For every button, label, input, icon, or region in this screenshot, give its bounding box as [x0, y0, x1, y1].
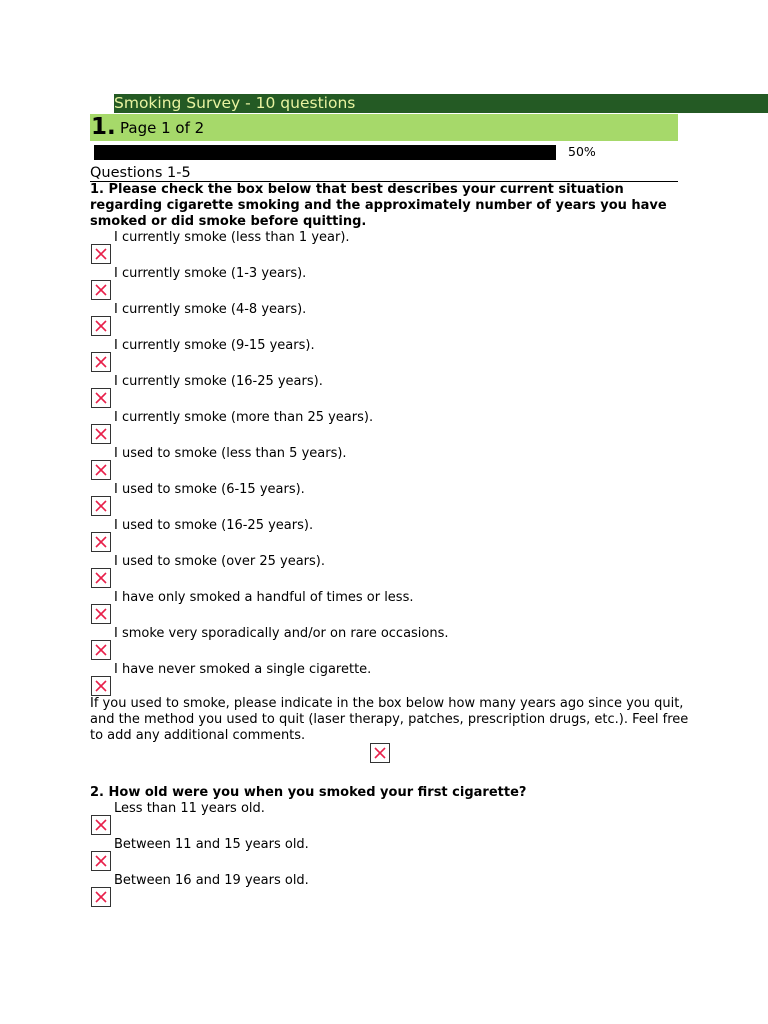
- page-header-bar: [90, 114, 678, 141]
- q1-option-label: I used to smoke (over 25 years).: [114, 554, 325, 569]
- broken-image-x-icon: [95, 855, 107, 867]
- broken-image-x-icon: [95, 464, 107, 476]
- q2-option-checkbox[interactable]: [91, 815, 111, 835]
- broken-image-x-icon: [95, 891, 107, 903]
- q1-option-label: I have only smoked a handful of times or less.: [114, 590, 414, 605]
- q1-option-checkbox[interactable]: [91, 352, 111, 372]
- broken-image-x-icon: [95, 356, 107, 368]
- q1-option-label: I used to smoke (16-25 years).: [114, 518, 314, 533]
- page-number: 1.: [91, 114, 116, 140]
- section-label: Questions 1-5: [90, 165, 191, 181]
- q1-option-label: I currently smoke (less than 1 year).: [114, 230, 350, 245]
- question-1-text: 1. Please check the box below that best describes your current situation regarding cigarette smoking and the approximately number of years you have smoked or did smoke before quitting.: [90, 182, 667, 229]
- q2-option-checkbox[interactable]: [91, 887, 111, 907]
- q2-option-label: Between 11 and 15 years old.: [114, 837, 309, 852]
- q1-option-checkbox[interactable]: [91, 316, 111, 336]
- broken-image-x-icon: [95, 644, 107, 656]
- page-label: Page 1 of 2: [120, 119, 205, 137]
- q1-option-label: I used to smoke (6-15 years).: [114, 482, 305, 497]
- broken-image-x-icon: [95, 500, 107, 512]
- broken-image-x-icon: [95, 819, 107, 831]
- q1-option-checkbox[interactable]: [91, 568, 111, 588]
- comment-input-broken[interactable]: [370, 743, 390, 763]
- q1-option-label: I have never smoked a single cigarette.: [114, 662, 372, 677]
- broken-image-x-icon: [95, 392, 107, 404]
- q2-option-checkbox[interactable]: [91, 851, 111, 871]
- question-2-text: 2. How old were you when you smoked your first cigarette?: [90, 785, 527, 800]
- survey-title-bar: [114, 94, 768, 113]
- q1-option-label: I currently smoke (16-25 years).: [114, 374, 323, 389]
- broken-image-x-icon: [95, 284, 107, 296]
- q1-option-checkbox[interactable]: [91, 604, 111, 624]
- broken-image-x-icon: [95, 428, 107, 440]
- q1-option-checkbox[interactable]: [91, 640, 111, 660]
- broken-image-x-icon: [95, 680, 107, 692]
- q1-option-checkbox[interactable]: [91, 280, 111, 300]
- question-1-comment-prompt: If you used to smoke, please indicate in the box below how many years ago since you quit, and the method you used to quit (laser therapy, patches, prescription drugs, etc.). Feel free to add any additional comments.: [90, 696, 689, 743]
- q2-option-label: Less than 11 years old.: [114, 801, 265, 816]
- broken-image-x-icon: [95, 320, 107, 332]
- q1-option-label: I currently smoke (9-15 years).: [114, 338, 315, 353]
- broken-image-x-icon: [374, 747, 386, 759]
- q1-option-label: I currently smoke (4-8 years).: [114, 302, 307, 317]
- q1-option-label: I currently smoke (1-3 years).: [114, 266, 307, 281]
- q1-option-checkbox[interactable]: [91, 388, 111, 408]
- broken-image-x-icon: [95, 608, 107, 620]
- q2-option-label: Between 16 and 19 years old.: [114, 873, 309, 888]
- q1-option-checkbox[interactable]: [91, 244, 111, 264]
- q1-option-checkbox[interactable]: [91, 460, 111, 480]
- q1-option-checkbox[interactable]: [91, 496, 111, 516]
- progress-percent: 50%: [568, 144, 596, 159]
- q1-option-checkbox[interactable]: [91, 676, 111, 696]
- q1-option-label: I currently smoke (more than 25 years).: [114, 410, 374, 425]
- q1-option-label: I smoke very sporadically and/or on rare occasions.: [114, 626, 449, 641]
- q1-option-label: I used to smoke (less than 5 years).: [114, 446, 347, 461]
- broken-image-x-icon: [95, 572, 107, 584]
- broken-image-x-icon: [95, 248, 107, 260]
- q1-option-checkbox[interactable]: [91, 424, 111, 444]
- broken-image-x-icon: [95, 536, 107, 548]
- survey-title: Smoking Survey - 10 questions: [114, 94, 356, 112]
- q1-option-checkbox[interactable]: [91, 532, 111, 552]
- progress-bar: [94, 145, 556, 160]
